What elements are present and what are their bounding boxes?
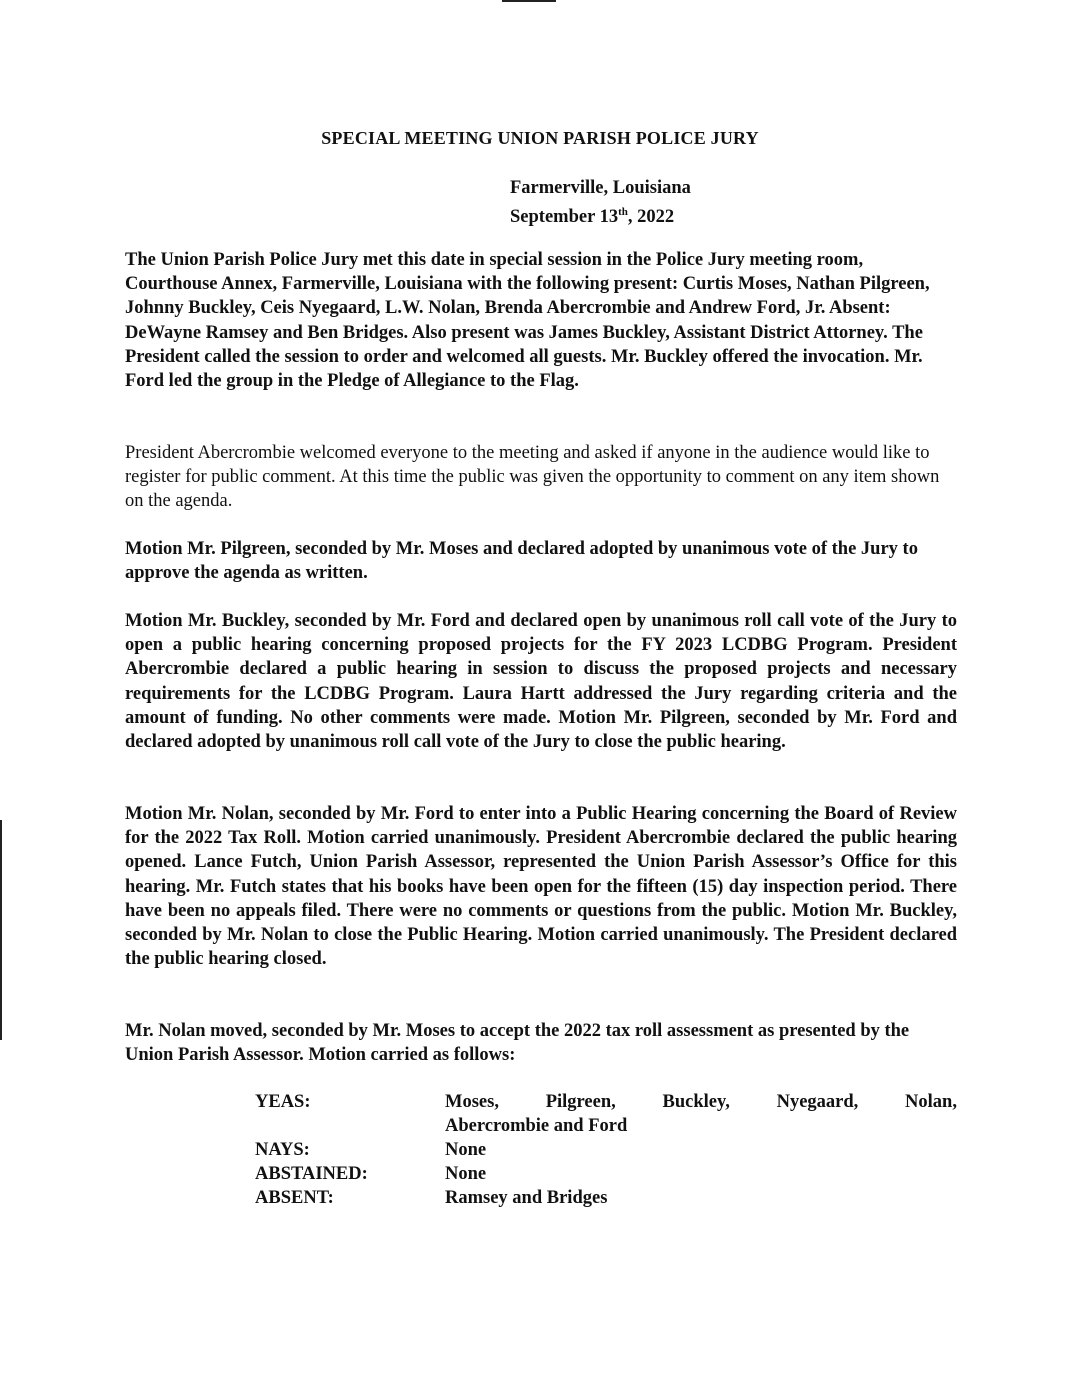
nays-value: None bbox=[445, 1140, 487, 1160]
abstained-value: None bbox=[445, 1164, 487, 1184]
yeas-name: Buckley, bbox=[662, 1092, 730, 1112]
yeas-name: Moses, bbox=[445, 1092, 499, 1112]
yeas-name: Pilgreen, bbox=[545, 1092, 616, 1112]
absent-label: ABSENT: bbox=[255, 1188, 334, 1208]
yeas-name: Nolan, bbox=[905, 1092, 957, 1112]
paragraph-board-of-review: Motion Mr. Nolan, seconded by Mr. Ford to enter into a Public Hearing concerning the Board of Review for the 2022 Tax Roll. Motion carried unanimously. President Abercrombie declared the public hearing opened. Lance Futch, Union Parish Assessor, represented the Union Parish Assessor’s Office for this hearing. Mr. Futch states that his books have been open for the fifteen (15) day inspection period. There have been no appeals filed. There were no comments or questions from the public. Motion Mr. Buckley, seconded by Mr. Nolan to close the Public Hearing. Motion carried unanimously. The President declared the public hearing closed. bbox=[125, 804, 957, 970]
yeas-value bbox=[445, 1090, 957, 1138]
date-suffix: th bbox=[618, 206, 628, 218]
paragraph-attendance: The Union Parish Police Jury met this date in special session in the Police Jury meeting room, Courthouse Annex, Farmerville, Louisiana with the following present: Curtis Moses, Nathan Pilgreen, Johnny Buckley, Ceis Nyegaard, L.W. Nolan, Brenda Abercrombie and Andrew Ford, Jr. Absent: DeWayne Ramsey and Ben Bridges. Also present was James Buckley, Assistant District Attorney. The President called the session to order and welcomed all guests. Mr. Buckley offered the invocation. Mr. Ford led the group in the Pledge of Allegiance to the Flag. bbox=[125, 250, 930, 392]
paragraph-public-comment: President Abercrombie welcomed everyone to the meeting and asked if anyone in the audience would like to register for public comment. At this time the public was given the opportunity to comment on any item shown on the agenda. bbox=[125, 443, 940, 512]
yeas-label: YEAS: bbox=[255, 1092, 311, 1112]
yeas-line-1 bbox=[445, 1090, 957, 1114]
nays-label: NAYS: bbox=[255, 1140, 310, 1160]
date-prefix: September 13 bbox=[510, 207, 619, 228]
document-title: SPECIAL MEETING UNION PARISH POLICE JURY bbox=[321, 128, 759, 148]
vote-row-nays bbox=[255, 1138, 957, 1162]
dateline bbox=[510, 176, 691, 229]
paragraph-lcdbg-hearing: Motion Mr. Buckley, seconded by Mr. Ford and declared open by unanimous roll call vote of the Jury to open a public hearing concerning proposed projects for the FY 2023 LCDBG Program. President Abercrombie declared a public hearing in session to discuss the proposed projects and necessary requirements for the LCDBG Program. Laura Hartt addressed the Jury regarding criteria and the amount of funding. No other comments were made. Motion Mr. Pilgreen, seconded by Mr. Ford and declared adopted by unanimous roll call vote of the Jury to close the public hearing. bbox=[125, 611, 957, 753]
vote-row-abstained bbox=[255, 1162, 957, 1186]
abstained-label: ABSTAINED: bbox=[255, 1164, 368, 1184]
top-edge-mark bbox=[502, 0, 556, 2]
vote-table bbox=[255, 1090, 957, 1210]
date-year: , 2022 bbox=[627, 207, 675, 228]
vote-row-yeas bbox=[255, 1090, 957, 1138]
absent-value: Ramsey and Bridges bbox=[445, 1188, 608, 1208]
yeas-name: Nyegaard, bbox=[776, 1092, 859, 1112]
vote-row-absent bbox=[255, 1186, 957, 1210]
paragraph-agenda-motion: Motion Mr. Pilgreen, seconded by Mr. Moses and declared adopted by unanimous vote of the Jury to approve the agenda as written. bbox=[125, 539, 918, 584]
left-edge-mark bbox=[0, 820, 2, 1040]
meeting-date bbox=[510, 200, 691, 229]
meeting-location: Farmerville, Louisiana bbox=[510, 178, 691, 198]
paragraph-tax-roll-motion: Mr. Nolan moved, seconded by Mr. Moses to accept the 2022 tax roll assessment as presented by the Union Parish Assessor. Motion carried as follows: bbox=[125, 1021, 910, 1066]
yeas-line-2: Abercrombie and Ford bbox=[445, 1116, 628, 1136]
